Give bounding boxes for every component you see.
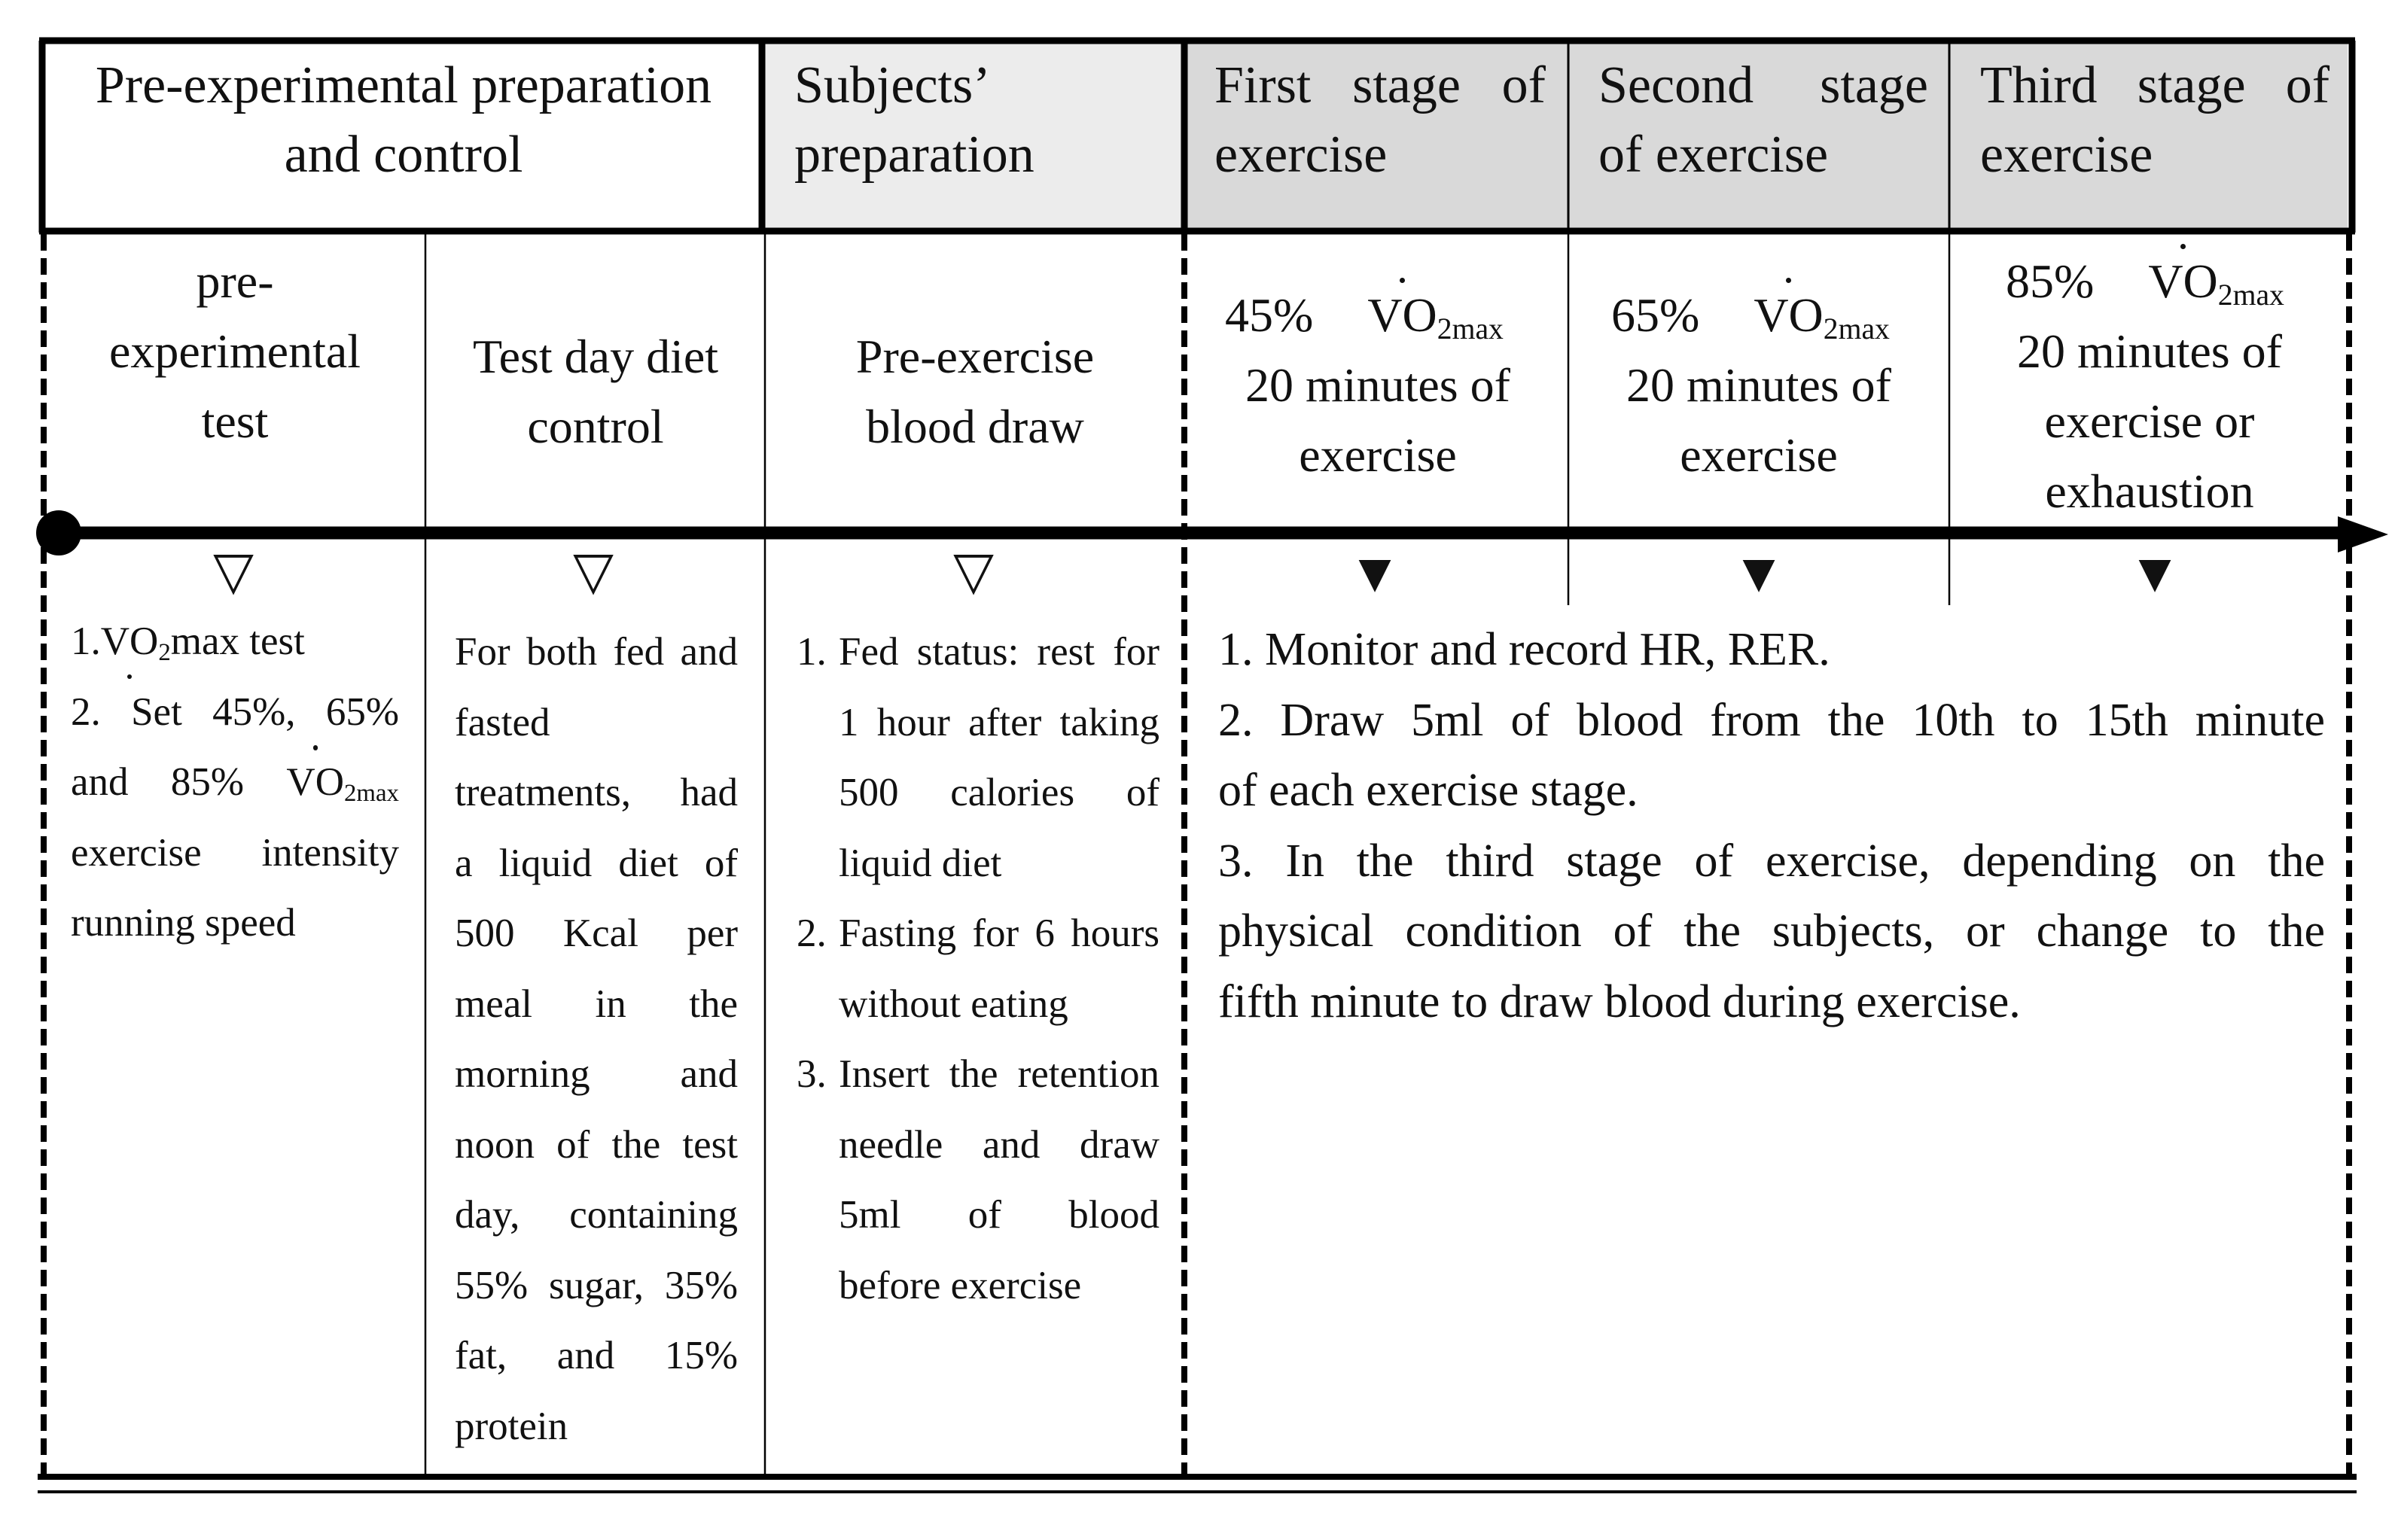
details-diet-control: For both fed and fasted treatments, had a liquid diet of 500 Kcal per meal in the morning and noon of the test day, containing 55% sugar, 35% fat, and 15% protein — [455, 630, 738, 1448]
details-subjects-preparation — [797, 617, 1159, 1321]
label-stage2-intensity: 65% $VO_{2max}$ 20 minutes of exercise — [1571, 280, 1947, 490]
label-stage1-intensity: 45% $VO_{2max}$ 20 minutes of exercise — [1190, 280, 1566, 490]
marker-filled-2: ▼ — [1742, 549, 1775, 598]
header-pre-experimental: Pre-experimental preparation and control — [95, 56, 712, 184]
details-exercise-stages: 1. Monitor and record HR, RER. 2. Draw 5ml of blood from the 10th to 15th minute of each exercise stage. 3. In the third stage of exercise, depending on the physical condition of the subjects, or change to the fifth minute to draw blood during exercise. — [1218, 624, 2325, 1027]
header-second-stage: Second stage of exercise — [1598, 56, 1928, 184]
timeline-start-dot — [36, 510, 81, 555]
label-pre-exercise-blood-draw: Pre-exercise blood draw — [855, 330, 1095, 453]
header-subjects-preparation: Subjects’ preparation — [794, 56, 1034, 184]
header-first-stage: First stage of exercise — [1214, 56, 1546, 184]
prep-item-2: 2. Fasting for 6 hours without eating — [797, 912, 1159, 1026]
marker-filled-1: ▼ — [1358, 549, 1391, 598]
marker-filled-3: ▼ — [2138, 549, 2171, 598]
header-third-stage: Third stage of exercise — [1980, 56, 2329, 184]
label-test-day-diet: Test day diet control — [472, 330, 719, 453]
marker-open-3: ▽ — [953, 540, 994, 601]
prep-item-3: 3. Insert the retention needle and draw 5ml of blood before exercise — [797, 1052, 1159, 1307]
label-pre-experimental-test: pre- experimental test — [108, 254, 361, 448]
marker-open-2: ▽ — [573, 540, 614, 601]
details-pre-experimental: $1.VO_2\max$ test 2. Set 45%, 65% and 85% $VO_{2max}$ exercise intensity running speed — [71, 607, 399, 959]
marker-open-1: ▽ — [213, 540, 254, 601]
label-stage3-intensity: 85% $VO_{2max}$ 20 minutes of exercise or exhaustion — [1952, 246, 2348, 526]
prep-item-1: 1. Fed status: rest for 1 hour after taking 500 calories of liquid diet — [797, 630, 1159, 885]
